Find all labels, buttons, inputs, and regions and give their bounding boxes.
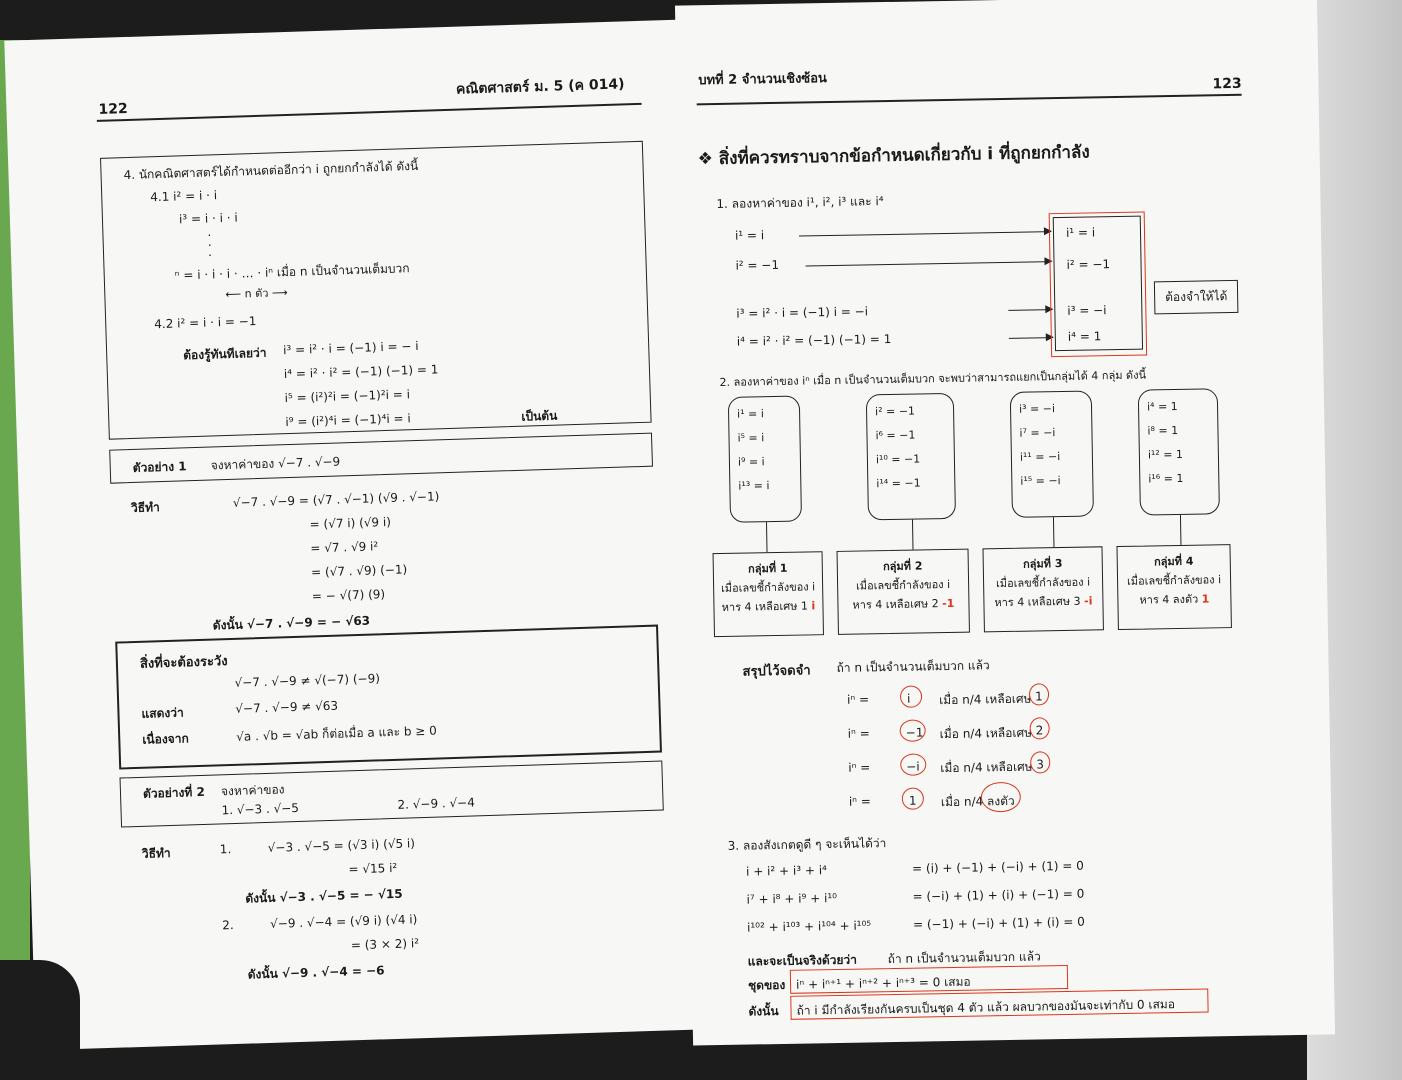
- equation: i³ = i² · i = (−1) i = −i: [736, 304, 869, 321]
- rule-lhs: iⁿ =: [846, 692, 870, 707]
- solution-step: = √7 . √9 i²: [310, 539, 379, 556]
- section-title: ❖ สิ่งที่ควรทราบจากข้อกำหนดเกี่ยวกับ i ที่ถูกยกกำลัง: [697, 142, 1090, 170]
- group-title: กลุ่มที่ 2: [882, 559, 923, 574]
- sum-lhs: i¹⁰² + i¹⁰³ + i¹⁰⁴ + i¹⁰⁵: [746, 918, 872, 935]
- warning-line: √a . √b = √ab ก็ต่อเมื่อ a และ b ≥ 0: [236, 723, 437, 744]
- warning-label: แสดงว่า: [141, 705, 184, 721]
- summary-title: สรุปไว้จดจำ: [742, 663, 811, 680]
- group-item: i¹⁰ = −1: [875, 452, 921, 467]
- annotation-circle: [900, 753, 926, 775]
- solution-step: = (√7 . √9) (−1): [310, 562, 408, 580]
- solution-step: √−7 . √−9 = (√7 . √−1) (√9 . √−1): [232, 489, 440, 510]
- group-3-values: [1010, 390, 1094, 517]
- box-line: i³ = i · i · i: [178, 210, 238, 227]
- set-label: ชุดของ: [747, 977, 786, 993]
- rule-condition: เมื่อ n/4 เหลือเศษ: [939, 725, 1033, 742]
- group-item: i⁹ = i: [737, 455, 765, 469]
- group-desc: หาร 4 เหลือเศษ 3: [994, 594, 1081, 610]
- table-cell: i³ = −i: [1067, 303, 1107, 318]
- warning-label: เนื่องจาก: [142, 731, 189, 747]
- rule-value: i: [906, 691, 911, 706]
- group-4-values: [1138, 388, 1220, 515]
- annotation-circle: [981, 782, 1022, 813]
- warning-title: สิ่งที่จะต้องระวัง: [139, 654, 228, 672]
- solution-result: ดังนั้น √−9 . √−4 = −6: [247, 963, 385, 982]
- question: 3. ลองสังเกตดูดี ๆ จะเห็นได้ว่า: [727, 836, 887, 853]
- equation: i⁴ = i² · i² = (−1) (−1) = 1: [736, 331, 892, 349]
- remember-label: ต้องจำให้ได้: [1165, 289, 1228, 305]
- group-1-label: [713, 551, 824, 637]
- rule-remainder: ลงตัว: [986, 793, 1015, 809]
- rule-remainder: 2: [1035, 723, 1044, 738]
- equation: i² = −1: [735, 257, 780, 273]
- annotation-circle: [1029, 717, 1049, 739]
- page-header: คณิตศาสตร์ ม. 5 (ค 014): [455, 76, 625, 98]
- question: 2. ลองหาค่าของ iⁿ เมื่อ n เป็นจำนวนเต็มบวก จะพบว่าสามารถแยกเป็นกลุ่มได้ 4 กลุ่ม ดังนี้: [719, 368, 1147, 389]
- group-item: i¹⁵ = −i: [1020, 474, 1061, 488]
- summary-condition: ถ้า n เป็นจำนวนเต็มบวก แล้ว: [836, 658, 990, 675]
- remember-callout: [1154, 280, 1239, 314]
- header-rule: [697, 94, 1242, 106]
- solution-step: √−3 . √−5 = (√3 i) (√5 i): [267, 836, 416, 855]
- group-item: i³ = −i: [1018, 402, 1056, 416]
- warning-line: √−7 . √−9 ≠ √(−7) (−9): [234, 671, 381, 690]
- example-title: ตัวอย่างที่ 2: [142, 784, 206, 801]
- arrow: [806, 261, 1052, 266]
- box-line: ⁿ = i · i · i · … · iⁿ เมื่อ n เป็นจำนวนเต็มบวก: [174, 261, 410, 283]
- group-title: กลุ่มที่ 1: [747, 561, 788, 576]
- group-item: i¹ = i: [736, 407, 764, 421]
- set-expression: iⁿ + iⁿ⁺¹ + iⁿ⁺² + iⁿ⁺³ = 0 เสมอ: [795, 974, 971, 992]
- group-title: กลุ่มที่ 3: [1022, 557, 1063, 571]
- group-item: i⁷ = −i: [1019, 426, 1056, 440]
- page-number: 123: [1212, 75, 1242, 93]
- group-desc: หาร 4 ลงตัว: [1139, 592, 1199, 607]
- right-page: [675, 0, 1335, 1046]
- fact-title: และจะเป็นจริงด้วยว่า: [747, 952, 858, 969]
- sum-rhs: = (i) + (−1) + (−i) + (1) = 0: [911, 858, 1084, 876]
- rule-value: 1: [908, 793, 917, 808]
- connector: [766, 522, 768, 552]
- solution-label: วิธีทำ: [130, 500, 160, 516]
- rule-condition: เมื่อ n/4 เหลือเศษ: [940, 759, 1033, 776]
- group-1-values: [728, 396, 802, 523]
- handwritten-mark: -i: [1083, 594, 1093, 608]
- solution-number: 1.: [219, 842, 232, 857]
- table-cell: i¹ = i: [1065, 225, 1096, 240]
- group-desc: เมื่อเลขชี้กำลังของ i: [1126, 573, 1222, 588]
- annotation-box: [790, 965, 1068, 994]
- solution-step: = − √(7) (9): [311, 587, 386, 604]
- rule-remainder: 3: [1036, 757, 1045, 772]
- annotation-circle: [1029, 683, 1049, 705]
- example-title: ตัวอย่าง 1: [132, 459, 187, 475]
- group-desc: หาร 4 เหลือเศษ 1: [721, 599, 809, 614]
- box-intro: 4. นักคณิตศาสตร์ได้กำหนดต่ออีกว่า i ถูกยกกำลังได้ ดังนี้: [123, 158, 419, 183]
- rule-value: −i: [906, 759, 920, 774]
- arrow: [1009, 337, 1053, 339]
- group-2-values: [866, 393, 956, 521]
- group-desc: เมื่อเลขชี้กำลังของ i: [995, 575, 1091, 591]
- annotation-circle: [902, 787, 924, 809]
- group-3-label: [982, 546, 1103, 632]
- group-item: i¹⁶ = 1: [1148, 471, 1184, 486]
- handwritten-mark: i: [811, 599, 816, 613]
- group-item: i⁴ = 1: [1146, 399, 1178, 414]
- solution-result: ดังนั้น √−3 . √−5 = − √15: [245, 886, 403, 906]
- solution-step: = √15 i²: [348, 860, 398, 877]
- group-4-label: [1116, 544, 1231, 630]
- annotation-box: [1049, 212, 1147, 358]
- box-row: i⁵ = (i²)²i = (−1)²i = i: [284, 387, 411, 406]
- page-header: บทที่ 2 จำนวนเชิงซ้อน: [698, 71, 828, 89]
- solution-label: วิธีทำ: [141, 845, 171, 861]
- example-question: จงหาค่าของ √−7 . √−9: [210, 454, 341, 473]
- sum-rhs: = (−i) + (1) + (i) + (−1) = 0: [912, 886, 1085, 904]
- group-item: i⁵ = i: [737, 431, 765, 445]
- rule-lhs: iⁿ =: [847, 726, 870, 741]
- box-row: i³ = i² · i = (−1) i = − i: [282, 338, 419, 358]
- conclusion-text: ถ้า i มีกำลังเรียงกันครบเป็นชุด 4 ตัว แล้ว ผลบวกของมันจะเท่ากับ 0 เสมอ: [796, 997, 1176, 1018]
- group-item: i¹³ = i: [738, 479, 770, 493]
- box-know: ต้องรู้ทันทีเลยว่า: [183, 345, 267, 363]
- example-item: 2. √−9 . √−4: [397, 795, 476, 812]
- rule-lhs: iⁿ =: [848, 794, 871, 809]
- handwritten-mark: -1: [942, 596, 955, 611]
- question: 1. ลองหาค่าของ i¹, i², i³ และ i⁴: [716, 194, 884, 211]
- solution-step: √−9 . √−4 = (√9 i) (√4 i): [269, 912, 418, 931]
- table-cell: i⁴ = 1: [1067, 329, 1102, 344]
- vertical-dots: · · ·: [207, 228, 213, 263]
- rule-lhs: iⁿ =: [848, 760, 871, 775]
- warning-box: [115, 625, 662, 770]
- header-rule: [97, 100, 642, 122]
- solution-step: = (3 × 2) i²: [350, 936, 420, 953]
- group-item: i¹⁴ = −1: [876, 476, 921, 491]
- sum-rhs: = (−1) + (−i) + (1) + (i) = 0: [912, 914, 1085, 932]
- finger-shadow: [0, 960, 80, 1080]
- connector: [912, 520, 914, 550]
- group-title: กลุ่มที่ 4: [1153, 554, 1194, 569]
- fact-condition: ถ้า n เป็นจำนวนเต็มบวก แล้ว: [887, 949, 1041, 967]
- group-item: i² = −1: [874, 404, 916, 419]
- box-row: i⁴ = i² · i² = (−1) (−1) = 1: [283, 362, 439, 382]
- connector: [1180, 515, 1182, 545]
- box-note: ⟵ n ตัว ⟶: [225, 286, 288, 301]
- arrow: [1008, 309, 1052, 311]
- definition-box: [100, 141, 652, 440]
- handwritten-mark: 1: [1201, 592, 1210, 606]
- example-item: 1. √−3 . √−5: [221, 800, 300, 818]
- group-item: i¹² = 1: [1147, 447, 1184, 462]
- box-etc: เป็นต้น: [521, 408, 558, 424]
- group-desc: หาร 4 เหลือเศษ 2: [852, 597, 939, 612]
- arrow: [799, 231, 1051, 237]
- group-item: i⁶ = −1: [875, 428, 916, 443]
- table-cell: i² = −1: [1066, 257, 1111, 272]
- rule-condition: เมื่อ n/4: [940, 794, 984, 810]
- connector: [1053, 517, 1055, 547]
- warning-line: √−7 . √−9 ≠ √63: [235, 698, 339, 716]
- box-row: i⁹ = (i²)⁴i = (−1)⁴i = i: [285, 411, 411, 430]
- solution-step: = (√7 i) (√9 i): [309, 514, 392, 532]
- rule-value: −1: [905, 725, 924, 740]
- group-desc: เมื่อเลขชี้กำลังของ i: [720, 580, 816, 595]
- group-desc: เมื่อเลขชี้กำลังของ i: [855, 577, 951, 593]
- rule-remainder: 1: [1034, 689, 1043, 704]
- annotation-circle: [1030, 751, 1050, 773]
- group-item: i⁸ = 1: [1147, 423, 1179, 438]
- example2-box: [120, 760, 664, 827]
- annotation-circle: [900, 685, 922, 707]
- equation: i¹ = i: [734, 228, 765, 243]
- box-line: 4.2 i² = i · i = −1: [154, 314, 257, 332]
- group-item: i¹¹ = −i: [1019, 450, 1061, 464]
- group-2-label: [837, 549, 970, 635]
- example-question: จงหาค่าของ: [220, 782, 285, 799]
- solution-result: ดังนั้น √−7 . √−9 = − √63: [212, 613, 371, 633]
- box-line: 4.1 i² = i · i: [150, 188, 218, 205]
- rule-condition: เมื่อ n/4 เหลือเศษ: [939, 691, 1032, 708]
- sum-lhs: i + i² + i³ + i⁴: [745, 863, 828, 879]
- left-page: [4, 20, 707, 1051]
- page-number: 122: [98, 100, 128, 118]
- conclusion-label: ดังนั้น: [748, 1004, 779, 1019]
- example1-box: [109, 433, 653, 484]
- solution-number: 2.: [221, 918, 234, 933]
- sum-lhs: i⁷ + i⁸ + i⁹ + i¹⁰: [746, 890, 838, 907]
